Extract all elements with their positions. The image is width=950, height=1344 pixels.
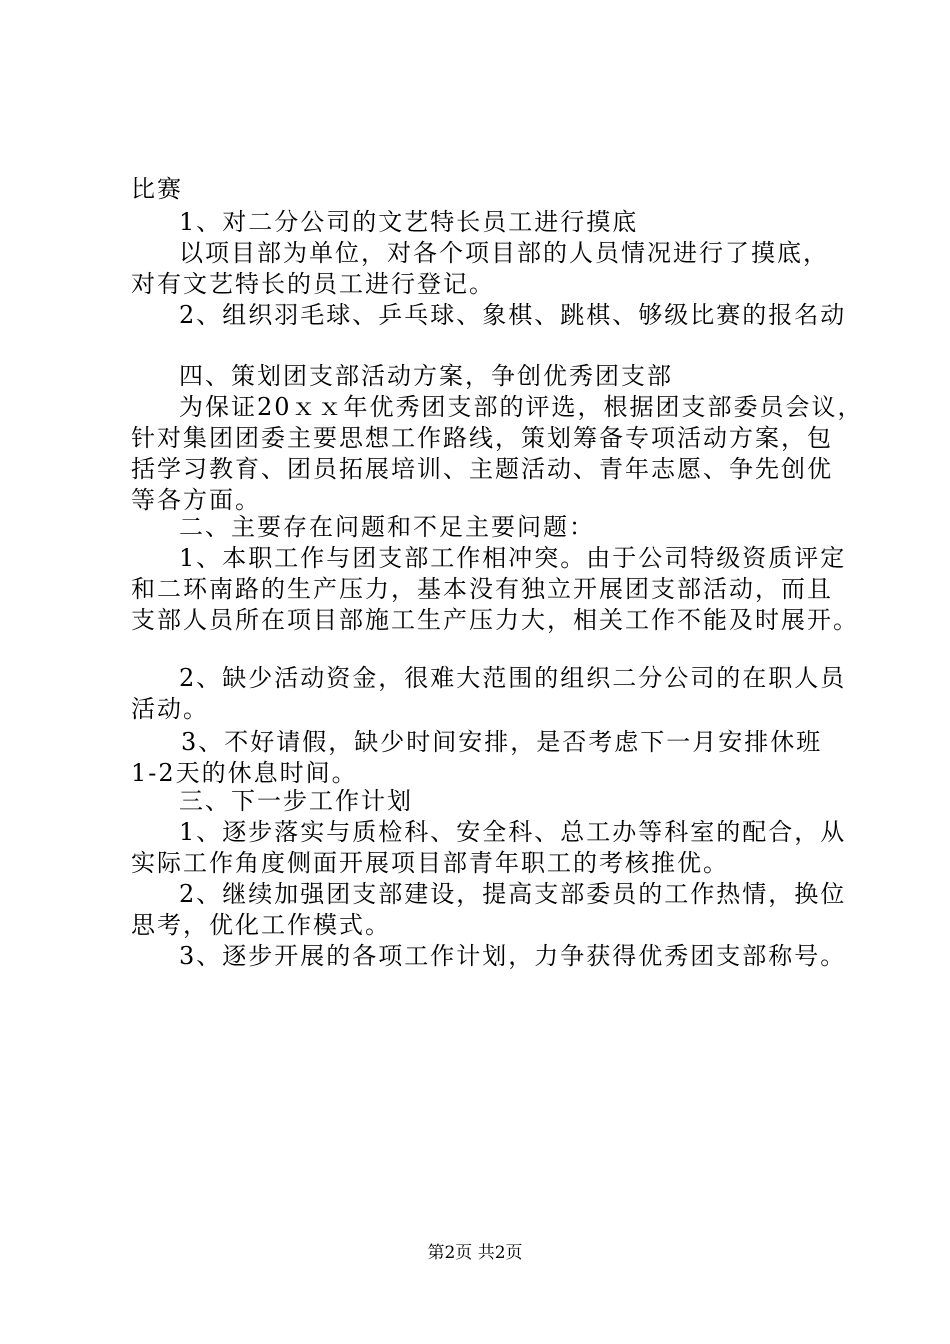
section-heading: 四、策划团支部活动方案，争创优秀团支部: [179, 362, 673, 390]
paragraph-line: 比赛: [131, 175, 183, 203]
paragraph-line: 2、组织羽毛球、乒乓球、象棋、跳棋、够级比赛的报名动: [179, 301, 847, 329]
paragraph-line: 思考，优化工作模式。: [131, 911, 391, 939]
paragraph-line: 对有文艺特长的员工进行登记。: [131, 270, 495, 298]
paragraph-line: 1、本职工作与团支部工作相冲突。由于公司特级资质评定: [179, 544, 847, 572]
paragraph-line: 1-2天的休息时间。: [131, 759, 358, 787]
paragraph-line: 和二环南路的生产压力，基本没有独立开展团支部活动，而且: [131, 575, 833, 603]
page-number-footer: 第2页 共2页: [427, 1243, 523, 1263]
paragraph-line: 活动。: [131, 695, 209, 723]
paragraph-line: 1、对二分公司的文艺特长员工进行摸底: [179, 208, 639, 236]
paragraph-line: 3、逐步开展的各项工作计划，力争获得优秀团支部称号。: [179, 942, 847, 970]
paragraph-line: 针对集团团委主要思想工作路线，策划筹备专项活动方案，包: [131, 424, 833, 452]
paragraph-line: 以项目部为单位，对各个项目部的人员情况进行了摸底，: [179, 239, 829, 267]
paragraph-line: 2、继续加强团支部建设，提高支部委员的工作热情，换位: [179, 880, 847, 908]
paragraph-line: 2、缺少活动资金，很难大范围的组织二分公司的在职人员: [179, 664, 847, 692]
paragraph-line: 3、不好请假，缺少时间安排，是否考虑下一月安排休班: [181, 728, 823, 756]
paragraph-line: 括学习教育、团员拓展培训、主题活动、青年志愿、争先创优: [131, 455, 833, 483]
paragraph-line: 实际工作角度侧面开展项目部青年职工的考核推优。: [131, 849, 729, 877]
paragraph-line: 为保证20ｘｘ年优秀团支部的评选，根据团支部委员会议，: [179, 393, 864, 421]
paragraph-line: 支部人员所在项目部施工生产压力大，相关工作不能及时展开。: [131, 606, 859, 634]
section-heading: 二、主要存在问题和不足主要问题：: [179, 513, 595, 541]
paragraph-line: 等各方面。: [131, 486, 261, 514]
paragraph-line: 1、逐步落实与质检科、安全科、总工办等科室的配合，从: [179, 818, 847, 846]
section-heading: 三、下一步工作计划: [179, 787, 413, 815]
